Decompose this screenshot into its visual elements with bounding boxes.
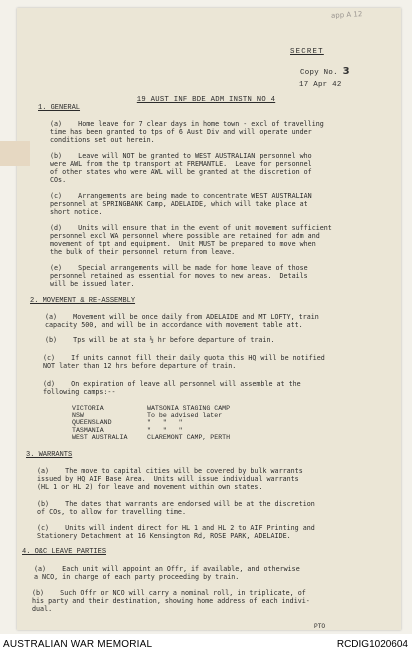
movement-para-c: (c) If units cannot fill their daily quota this HQ will be notified NOT later than 12 hrs before departure of train.: [43, 354, 325, 371]
general-para-a: (a) Home leave for 7 clear days in home town - excl of travelling time has been granted to tps of 6 Aust Div and will operate under conditions set out herein.: [50, 120, 324, 145]
camp-state: NSW: [72, 412, 84, 420]
camp-state: WEST AUSTRALIA: [72, 433, 128, 441]
copy-number-value: 3: [342, 66, 350, 77]
section-heading-movement: 2. MOVEMENT & RE-ASSEMBLY: [30, 297, 136, 305]
camp-location: To be advised later: [147, 412, 223, 420]
copy-label: Copy No.: [300, 69, 338, 77]
camp-row: [72, 419, 230, 426]
section-heading-general: 1. GENERAL: [38, 104, 81, 112]
section-heading-oc-leave: 4. O&C LEAVE PARTIES: [22, 548, 107, 556]
section-heading-warrants: 3. WARRANTS: [26, 451, 73, 459]
copy-number: [300, 66, 350, 77]
warrants-para-a: (a) The move to capital cities will be covered by bulk warrants issued by HQ AIF Base Area. Units will issue individual warrants (HL 1 or HL 2) for leave and movement within own states.: [37, 467, 303, 492]
camp-location: WATSONIA STAGING CAMP: [147, 405, 231, 412]
archive-name: AUSTRALIAN WAR MEMORIAL: [3, 639, 153, 650]
general-para-d: (d) Units will ensure that in the event of unit movement sufficient personnel excl WA personnel where possible are retained for adm and movement of tpt and equipment. Unit MUST be prepared to move when the bulk of their personnel return from leave.: [50, 224, 332, 257]
warrants-para-b: (b) The dates that warrants are endorsed will be at the discretion of COs, to allow for travelling time.: [37, 500, 315, 517]
archive-record-id: RCDIG1020604: [336, 639, 408, 650]
camp-location: " " ": [147, 419, 183, 427]
camp-location: CLAREMONT CAMP, PERTH: [147, 433, 231, 441]
general-para-e: (e) Special arrangements will be made for home leave of those personnel retained as essential for moves to new areas. Details will be issued later.: [50, 264, 308, 289]
warrants-para-c: (c) Units will indent direct for HL 1 and HL 2 to AIF Printing and Stationery Detachment at 16 Kensington Rd, ROSE PARK, ADELAIDE.: [37, 524, 315, 541]
oc-leave-para-a: (a) Each unit will appoint an Offr, if available, and otherwise a NCO, in charge of each party proceeding by train.: [34, 565, 300, 582]
general-para-c: (c) Arrangements are being made to concentrate WEST AUSTRALIAN personnel at SPRINGBANK Camp, ADELAIDE, which will take place at short notice.: [50, 192, 312, 217]
pencil-annotation: app A 12: [330, 10, 363, 20]
camp-location: " " ": [147, 426, 183, 434]
general-para-b: (b) Leave will NOT be granted to WEST AUSTRALIAN personnel who were AWL from the tp transport at FREMANTLE. Leave for personnel of other states who were AWL will be granted at the discretion of COs.: [50, 152, 312, 185]
torn-paper-fragment: [0, 141, 30, 166]
please-turn-over: PTO: [314, 623, 326, 630]
movement-para-d: (d) On expiration of leave all personnel will assemble at the following camps:--: [43, 380, 301, 397]
movement-para-b: (b) Tps will be at sta ½ hr before departure of train.: [45, 336, 275, 344]
movement-para-a: (a) Movement will be once daily from ADELAIDE and MT LOFTY, train capacity 500, and will be in accordance with movement table att.: [45, 313, 319, 330]
camp-state: TASMANIA: [72, 426, 104, 434]
document-title: 19 AUST INF BDE ADM INSTN NO 4: [136, 96, 276, 104]
camp-row: [72, 434, 230, 441]
camp-state: QUEENSLAND: [72, 419, 112, 427]
document-date: 17 Apr 42: [299, 81, 342, 89]
camp-state: VICTORIA: [72, 405, 104, 412]
classification-secret: SECRET: [290, 48, 324, 56]
oc-leave-para-b: (b) Such Offr or NCO will carry a nominal roll, in triplicate, of his party and their destination, showing home address of each indivi- dual.: [32, 589, 310, 614]
camp-row: [72, 412, 230, 419]
camp-row: [72, 427, 230, 434]
camp-list: [72, 405, 230, 441]
camp-row: [72, 405, 230, 412]
archive-footer: [0, 634, 412, 654]
